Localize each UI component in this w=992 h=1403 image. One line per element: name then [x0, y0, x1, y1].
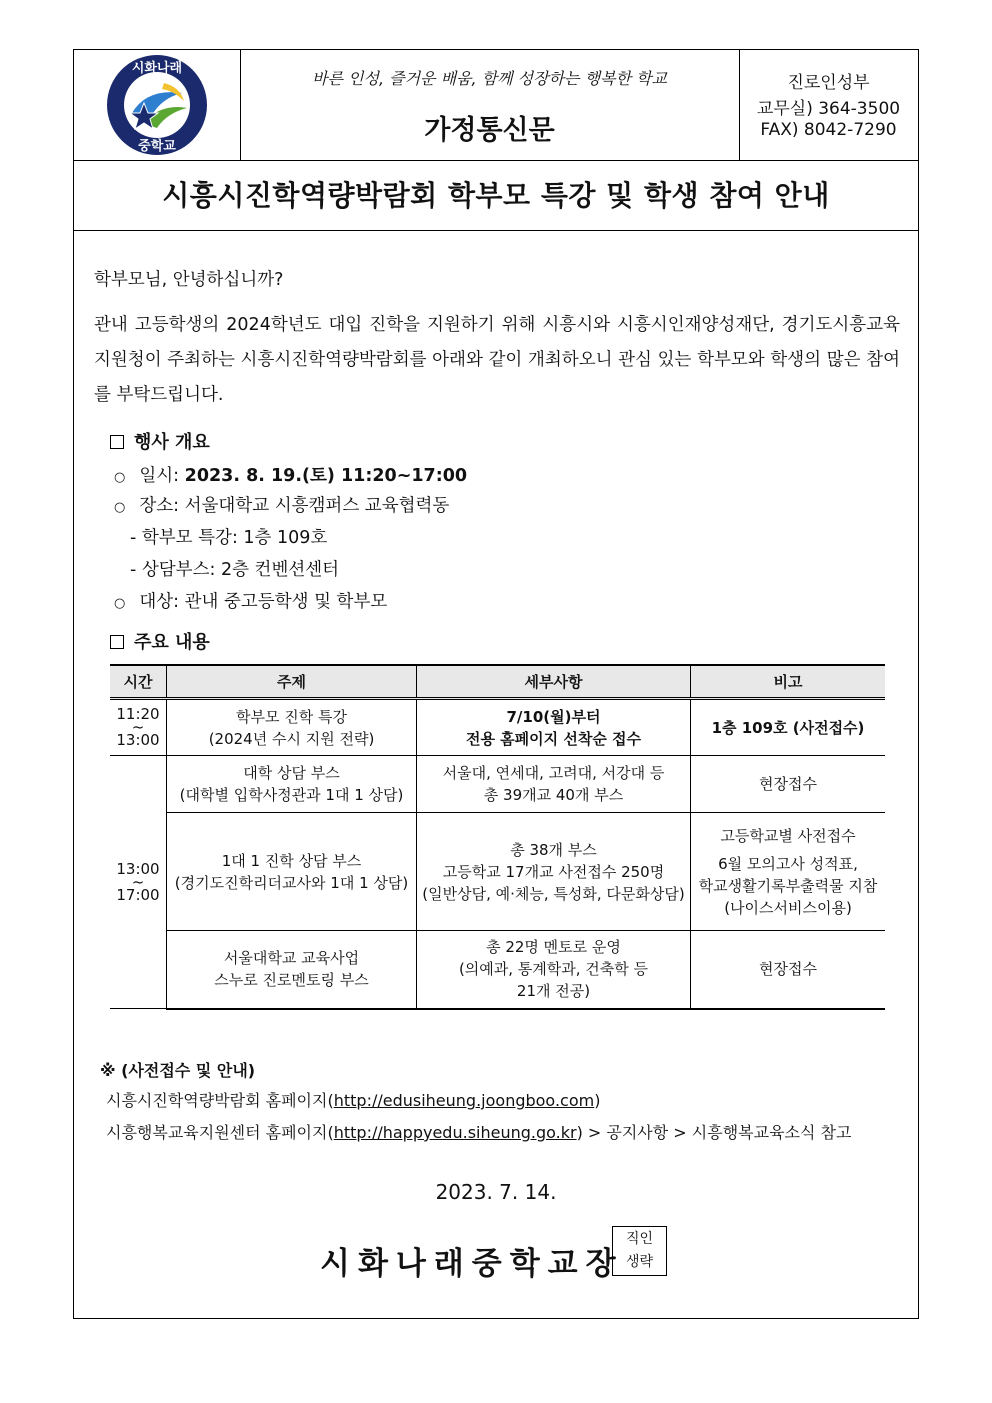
notes-line-1-prefix: 시흥시진학역량박람회 홈페이지( [106, 1091, 334, 1110]
notes-heading: ※ (사전접수 및 안내) [100, 1061, 256, 1080]
contact-cell [739, 50, 918, 160]
notes-line-2 [106, 1120, 851, 1143]
overview-target [114, 588, 387, 613]
note-line: (나이스서비스이용) [724, 898, 852, 917]
note-line: 학교생활기록부출력물 지참 [698, 876, 878, 895]
topic-line: 1대 1 진학 상담 부스 [221, 851, 362, 870]
topic-cell [167, 756, 417, 813]
header-table [74, 50, 918, 161]
school-motto: 바른 인성, 즐거운 배움, 함께 성장하는 행복한 학교 [312, 69, 667, 88]
topic-cell [167, 813, 417, 931]
detail-line: 7/10(월)부터 [506, 707, 601, 726]
detail-line: 21개 전공) [516, 982, 591, 1001]
date-label: 일시: [139, 466, 180, 486]
note-cell: 현장접수 [691, 756, 886, 813]
overview-heading-label: 행사 개요 [134, 432, 210, 453]
phone-number: 교무실) 364-3500 [756, 99, 901, 119]
detail-line: (의예과, 통계학과, 건축학 등 [458, 960, 649, 979]
topic-line: 스누로 진로멘토링 부스 [214, 971, 369, 990]
table-row [110, 931, 885, 1009]
time-cell [110, 699, 167, 756]
notes-line-1-suffix: ) [594, 1091, 601, 1110]
overview-place [114, 492, 449, 517]
topic-line: 대학 상담 부스 [243, 764, 340, 782]
note-cell [691, 813, 886, 931]
department: 진로인성부 [787, 73, 870, 93]
topic-line: (2024년 수시 지원 전략) [208, 729, 375, 748]
document-type: 가정통신문 [424, 115, 555, 146]
topic-cell [167, 931, 417, 1009]
detail-cell [417, 931, 691, 1009]
col-note: 비고 [691, 665, 886, 699]
note-cell: 1층 109호 (사전접수) [691, 699, 886, 756]
detail-cell [417, 699, 691, 756]
date-value: 2023. 8. 19.(토) 11:20~17:00 [184, 466, 468, 486]
notes-line-2-prefix: 시흥행복교육지원센터 홈페이지( [106, 1123, 334, 1142]
document-frame [73, 49, 919, 1319]
circle-bullet-icon: ○ [114, 470, 126, 485]
col-time: 시간 [110, 665, 167, 699]
detail-line: 총 22명 멘토로 운영 [486, 938, 621, 957]
time-cell [110, 756, 167, 1009]
table-row [110, 699, 885, 756]
time-tilde: ~ [131, 872, 145, 891]
schedule-table [110, 664, 885, 1010]
note-cell: 현장접수 [691, 931, 886, 1009]
detail-line: 총 38개 부스 [510, 840, 597, 859]
school-logo [102, 53, 212, 157]
col-topic: 주제 [167, 665, 417, 699]
detail-cell [417, 813, 691, 931]
logo-text-bottom: 중학교 [138, 139, 176, 154]
detail-line: 고등학교 17개교 사전접수 250명 [442, 862, 665, 881]
overview-sub1: - 학부모 특강: 1층 109호 [130, 528, 328, 548]
topic-line: (경기도진학리더교사와 1대 1 상담) [174, 873, 409, 892]
stamp-line-1: 직인 [625, 1231, 654, 1247]
topic-cell [167, 699, 417, 756]
target-text: 대상: 관내 중고등학생 및 학부모 [139, 592, 388, 612]
detail-line: 서울대, 연세대, 고려대, 서강대 등 [442, 764, 665, 782]
time-end: 13:00 [116, 731, 160, 749]
time-start: 13:00 [116, 859, 160, 878]
detail-cell [417, 756, 691, 813]
main-content-heading [110, 628, 210, 654]
circle-bullet-icon: ○ [114, 596, 126, 611]
main-content-heading-label: 주요 내용 [134, 632, 210, 653]
logo-text-top: 시화나래 [131, 61, 183, 76]
detail-line: 전용 홈페이지 선착순 접수 [465, 729, 642, 748]
title-row [74, 160, 918, 231]
topic-line: (대학별 입학사정관과 1대 1 상담) [179, 786, 404, 804]
topic-line: 서울대학교 교육사업 [223, 949, 360, 968]
motto-cell [240, 50, 740, 160]
checkbox-square-icon [110, 635, 124, 649]
expo-homepage-link[interactable]: http://edusiheung.joongboo.com [333, 1091, 595, 1110]
note-line: 고등학교별 사전접수 [720, 826, 856, 845]
page-title: 시흥시진학역량박람회 학부모 특강 및 학생 참여 안내 [162, 179, 830, 212]
note-line: 6월 모의고사 성적표, [718, 854, 858, 873]
time-end: 17:00 [116, 885, 160, 904]
detail-line: 총 39개교 40개 부스 [483, 786, 624, 804]
intro-paragraph: 관내 고등학생의 2024학년도 대입 진학을 지원하기 위해 시흥시와 시흥시인재양성재단, 경기도시흥교육지원청이 주최하는 시흥시진학역량박람회를 아래와 같이 개최하오니 관심 있는 학부모와 학생의 많은 참여를 부탁드립니다. [94, 315, 900, 405]
col-detail: 세부사항 [417, 665, 691, 699]
fax-number: FAX) 8042-7290 [760, 120, 897, 140]
official-stamp-box [612, 1226, 667, 1276]
table-header-row [110, 665, 885, 699]
place-text: 장소: 서울대학교 시흥캠퍼스 교육협력동 [139, 496, 450, 516]
notes-line-1 [106, 1088, 600, 1111]
overview-sub2: - 상담부스: 2층 컨벤션센터 [130, 560, 340, 580]
overview-heading [110, 428, 210, 454]
time-start: 11:20 [116, 705, 160, 723]
detail-line: (일반상담, 예·체능, 특성화, 다문화상담) [422, 884, 685, 903]
checkbox-square-icon [110, 435, 124, 449]
time-tilde: ~ [131, 718, 145, 736]
circle-bullet-icon: ○ [114, 500, 126, 515]
document-date: 2023. 7. 14. [435, 1180, 557, 1204]
happyedu-homepage-link[interactable]: http://happyedu.siheung.go.kr [333, 1123, 577, 1142]
table-row [110, 813, 885, 931]
logo-cell [74, 50, 241, 160]
principal-signature: 시화나래중학교장 [320, 1246, 624, 1282]
topic-line: 학부모 진학 특강 [236, 707, 347, 726]
notes-line-2-suffix: ) > 공지사항 > 시흥행복교육소식 참고 [576, 1123, 852, 1142]
table-row [110, 756, 885, 813]
overview-date [114, 462, 467, 487]
stamp-line-2: 생략 [625, 1254, 654, 1270]
greeting: 학부모님, 안녕하십니까? [94, 270, 284, 290]
